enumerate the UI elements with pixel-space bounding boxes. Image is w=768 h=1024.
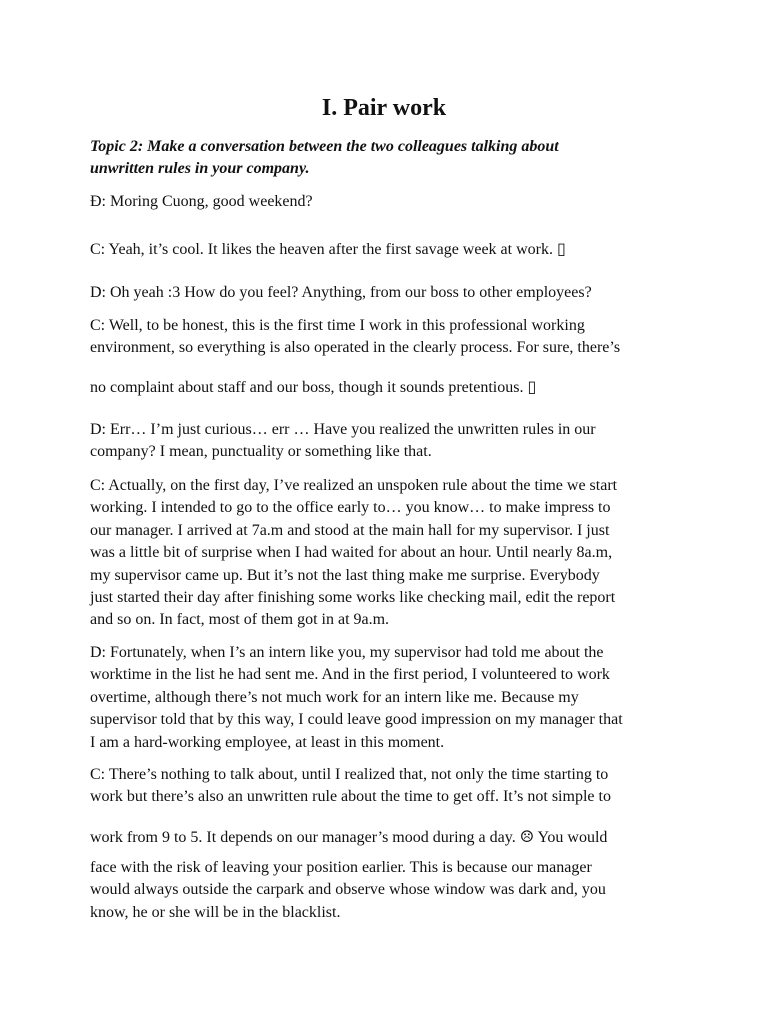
dialogue-line: supervisor told that by this way, I could leave good impression on my manager that [90,711,623,729]
dialogue-line: D: Fortunately, when I’s an intern like you, my supervisor had told me about the [90,644,604,661]
dialogue-line: worktime in the list he had sent me. And in the first period, I volunteered to work [90,666,610,684]
dialogue-line: company? I mean, punctuality or something like that. [90,443,432,461]
topic-line: unwritten rules in your company. [90,160,310,178]
dialogue-paragraph [90,315,690,360]
dialogue-paragraph [90,827,690,849]
dialogue-line: Đ: Moring Cuong, good weekend? [90,193,313,210]
dialogue-line: no complaint about staff and our boss, though it sounds pretentious. ▯ [90,379,537,396]
dialogue-line: overtime, although there’s not much work for an intern like me. Because my [90,688,579,706]
dialogue-line: work but there’s also an unwritten rule about the time to get off. It’s not simple to [90,788,611,806]
dialogue-paragraph [90,419,690,464]
dialogue-line: and so on. In fact, most of them got in at 9a.m. [90,611,390,629]
dialogue-line: C: There’s nothing to talk about, until I realized that, not only the time starting to [90,766,609,783]
dialogue-line: know, he or she will be in the blacklist. [90,903,341,921]
dialogue-line: C: Actually, on the first day, I’ve realized an unspoken rule about the time we start [90,477,618,494]
dialogue-line: I am a hard-working employee, at least in this moment. [90,733,445,751]
dialogue-paragraph [90,239,690,261]
dialogue-line: our manager. I arrived at 7a.m and stood at the main hall for my supervisor. I just [90,521,610,539]
topic-line: Topic 2: Make a conversation between the two colleagues talking about [90,138,559,155]
dialogue-line: environment, so everything is also operated in the clearly process. For sure, there’s [90,339,621,357]
dialogue-line: face with the risk of leaving your position earlier. This is because our manager [90,859,592,876]
dialogue-line: D: Oh yeah :3 How do you feel? Anything, from our boss to other employees? [90,284,592,301]
dialogue-paragraph [90,282,690,304]
dialogue-line: C: Well, to be honest, this is the first time I work in this professional working [90,317,585,334]
dialogue-line: working. I intended to go to the office early to… you know… to make impress to [90,499,611,517]
dialogue-line: work from 9 to 5. It depends on our manager’s mood during a day. ☹ You would [90,829,608,846]
dialogue-line: C: Yeah, it’s cool. It likes the heaven after the first savage week at work. ▯ [90,241,566,258]
dialogue-paragraph [90,642,690,754]
dialogue-paragraph [90,377,690,399]
dialogue-line: just started their day after finishing some works like checking mail, edit the report [90,589,616,607]
dialogue-line: D: Err… I’m just curious… err … Have you realized the unwritten rules in our [90,421,596,438]
topic-prompt [90,136,690,181]
dialogue-line: my supervisor came up. But it’s not the last thing make me surprise. Everybody [90,566,600,584]
dialogue-paragraph [90,764,690,809]
dialogue-line: would always outside the carpark and observe whose window was dark and, you [90,881,606,899]
page-title: I. Pair work [321,95,447,121]
dialogue-line: was a little bit of surprise when I had waited for about an hour. Until nearly 8a.m, [90,544,613,562]
dialogue-paragraph [90,857,690,924]
dialogue-paragraph [90,475,690,632]
dialogue-paragraph [90,191,690,213]
